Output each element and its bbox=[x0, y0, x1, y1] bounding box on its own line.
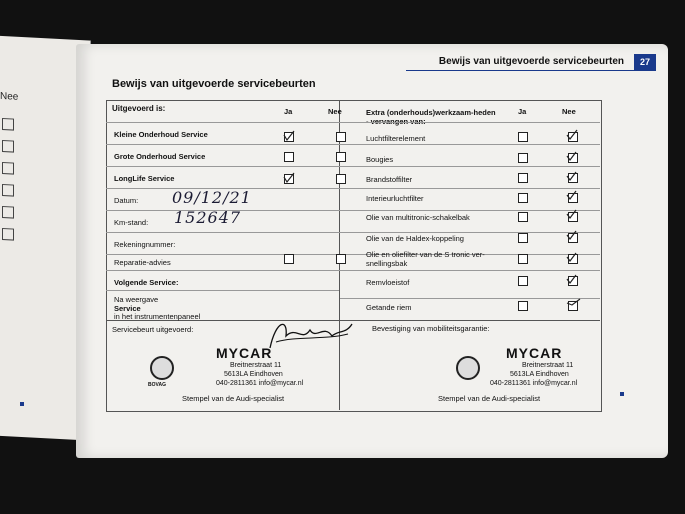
left-header: Uitgevoerd is: bbox=[112, 104, 166, 113]
bovag-logo-icon bbox=[150, 356, 174, 380]
rekeningnummer-label: Rekeningnummer: bbox=[114, 240, 176, 249]
left-checkbox bbox=[2, 140, 14, 153]
handwritten-km: 152647 bbox=[174, 208, 242, 227]
stamp-right bbox=[490, 346, 577, 388]
signature bbox=[266, 316, 356, 356]
grote-service-label: Grote Onderhoud Service bbox=[114, 152, 206, 161]
ja-header-right: Ja bbox=[518, 107, 527, 116]
bougies-label: Bougies bbox=[366, 155, 394, 164]
stamp-contact: 040-2811361 info@mycar.nl bbox=[216, 380, 304, 387]
left-checkbox bbox=[2, 228, 14, 241]
datum-label: Datum: bbox=[114, 196, 139, 205]
stamp-city-right: 5613LA Eindhoven bbox=[510, 371, 569, 378]
remvloeistof-label: Remvloeistof bbox=[366, 278, 410, 287]
ja-header-left: Ja bbox=[284, 107, 293, 116]
mobility-label: Bevestiging van mobiliteitsgarantie: bbox=[372, 324, 490, 333]
nee-header-right: Nee bbox=[562, 107, 576, 116]
reparatie-advies-label: Reparatie-advies bbox=[114, 258, 171, 267]
stamp-name-right: MYCAR bbox=[506, 345, 563, 361]
s-tronic-label: Olie en oliefilter van de S tronic ver-snellingsbak bbox=[366, 250, 485, 268]
blue-marker-left bbox=[20, 402, 24, 406]
nee-header-left: Nee bbox=[328, 107, 342, 116]
volgende-service-label: Volgende Service: bbox=[114, 278, 179, 287]
stamp-city: 5613LA Eindhoven bbox=[224, 371, 283, 378]
document-page bbox=[76, 44, 668, 458]
left-checkbox bbox=[2, 206, 14, 219]
next-service-note-3: in het instrumentenpaneel bbox=[114, 312, 201, 321]
interieurluchtfilter-label: Interieurluchtfilter bbox=[366, 194, 424, 203]
blue-marker bbox=[620, 392, 624, 396]
stamp-name: MYCAR bbox=[216, 345, 273, 361]
section-title: Bewijs van uitgevoerde servicebeurten bbox=[438, 56, 624, 67]
left-col-header: Nee bbox=[0, 90, 19, 103]
multitronic-label: Olie van multitronic-schakelbak bbox=[366, 213, 470, 222]
haldex-label: Olie van de Haldex-koppeling bbox=[366, 234, 464, 243]
stamp-caption-left: Stempel van de Audi-specialist bbox=[182, 394, 285, 403]
luchtfilter-label: Luchtfilterelement bbox=[366, 134, 426, 143]
stamp-street-right: Breitnerstraat 11 bbox=[522, 362, 574, 369]
bovag-logo-text: BOVAG bbox=[148, 382, 166, 388]
left-checkbox bbox=[2, 184, 14, 197]
bovag-logo-right-icon bbox=[456, 356, 480, 380]
handwritten-date: 09/12/21 bbox=[172, 188, 252, 207]
brandstoffilter-label: Brandstoffilter bbox=[366, 175, 413, 184]
km-stand-label: Km-stand: bbox=[114, 218, 149, 227]
page-number: 27 bbox=[634, 54, 656, 70]
stamp-contact-right: 040-2811361 info@mycar.nl bbox=[490, 380, 578, 387]
form-title: Bewijs van uitgevoerde servicebeurten bbox=[112, 78, 316, 90]
stamp-street: Breitnerstraat 11 bbox=[230, 362, 282, 369]
stamp-caption-right: Stempel van de Audi-specialist bbox=[438, 394, 541, 403]
getande-riem-label: Getande riem bbox=[366, 303, 412, 312]
handwritten-checkmarks bbox=[76, 44, 668, 458]
kleine-service-label: Kleine Onderhoud Service bbox=[114, 130, 208, 139]
left-checkbox bbox=[2, 118, 14, 131]
longlife-service-label: LongLife Service bbox=[114, 174, 175, 183]
next-service-note-2: Service bbox=[114, 304, 141, 313]
right-header: Extra (onderhouds)werkzaam-heden bbox=[366, 108, 496, 117]
left-checkbox bbox=[2, 162, 14, 175]
next-service-note-1: Na weergave bbox=[114, 295, 159, 304]
service-done-label: Servicebeurt uitgevoerd: bbox=[112, 325, 194, 334]
